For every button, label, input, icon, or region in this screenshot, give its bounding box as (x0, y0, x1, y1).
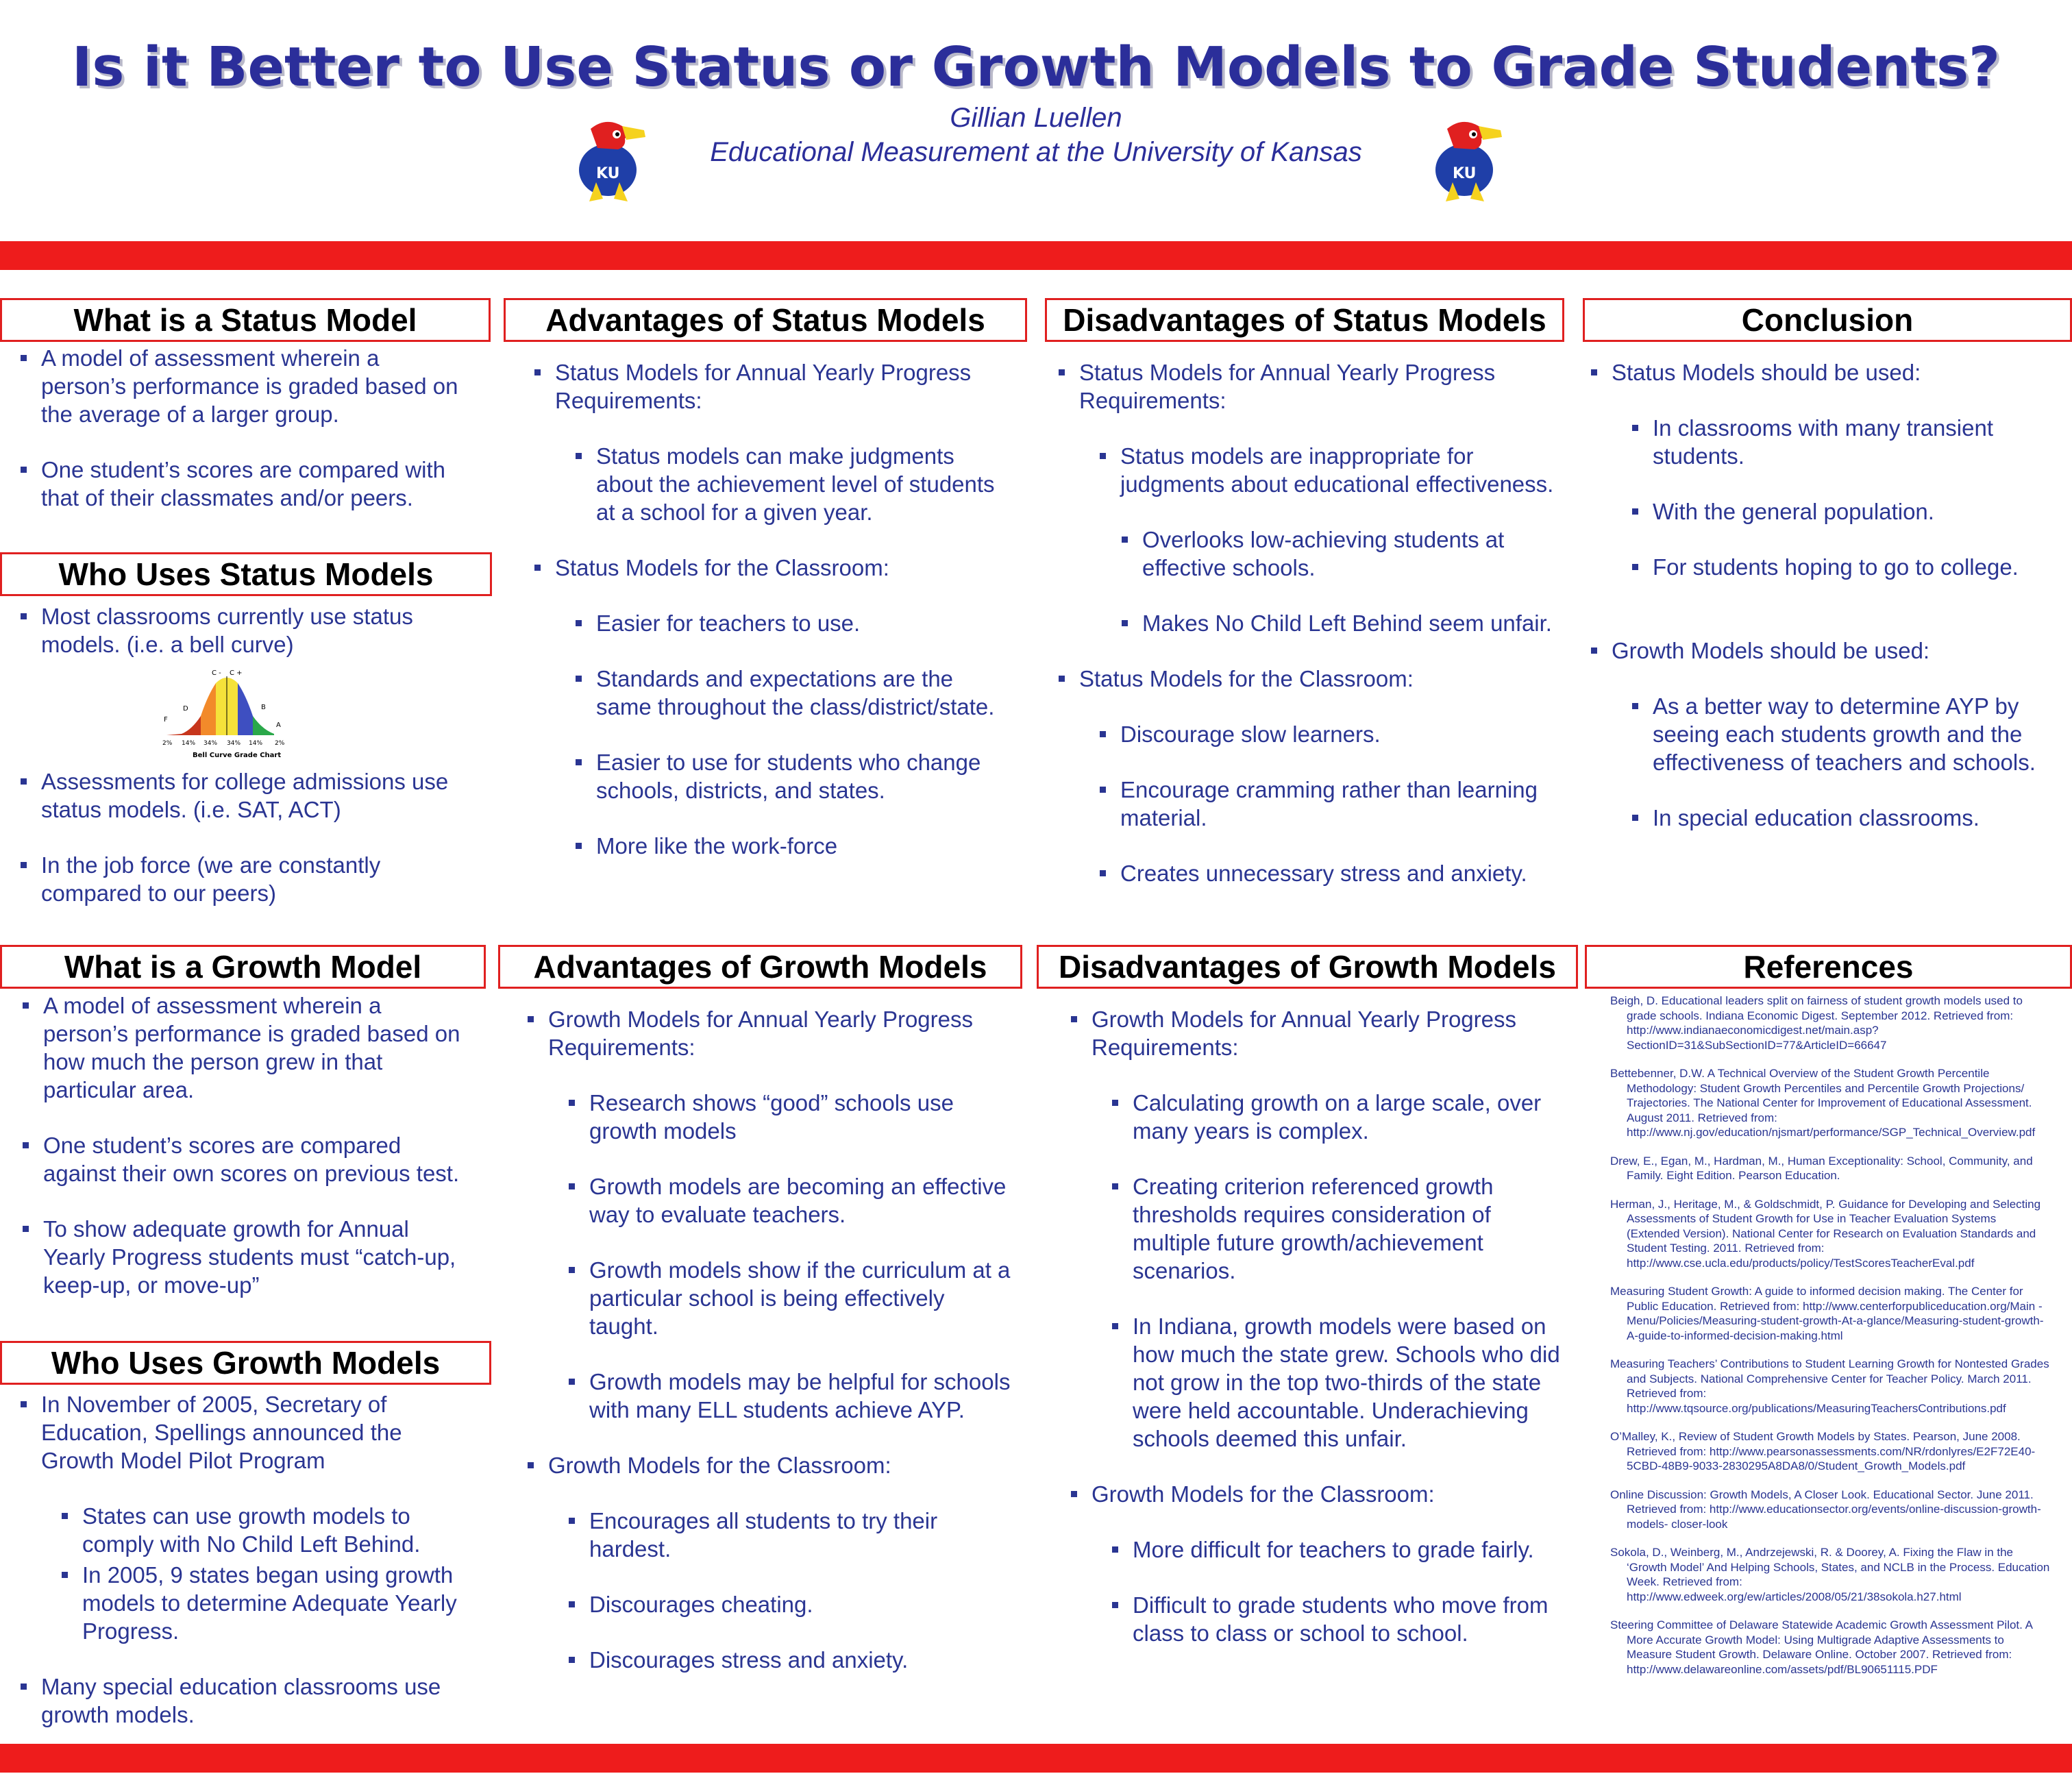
list-item: A model of assessment wherein a person’s performance is graded based on how much the person grew in that particular area. (23, 991, 468, 1104)
heading-advantages-growth: Advantages of Growth Models (498, 945, 1022, 989)
list-item: With the general population. (1591, 497, 2064, 526)
poster-title: Is it Better to Use Status or Growth Models to Grade Students? (71, 36, 2001, 99)
advantages-growth-list (528, 1005, 1014, 1701)
growth-model-list (23, 991, 468, 1327)
status-model-list (21, 344, 466, 539)
list-item: Calculating growth on a large scale, over many years is complex. (1071, 1089, 1564, 1145)
grade-label: B (261, 704, 266, 711)
heading-who-uses-growth: Who Uses Growth Models (0, 1341, 491, 1385)
list-item: Growth Models for Annual Yearly Progress Requirements: (528, 1005, 1014, 1061)
reference-item: Measuring Teachers’ Contributions to Student Learning Growth for Nontested Grades and Subjects. National Comprehensive Center for Teacher Policy. March 2011. Retrieved from: http://www.tqsource.org/publications/MeasuringTeachersContributions.pdf (1610, 1357, 2049, 1415)
heading-disadvantages-status: Disadvantages of Status Models (1045, 298, 1564, 342)
list-item: Growth Models should be used: (1591, 637, 2064, 665)
list-item: Status Models for Annual Yearly Progress Requirements: (534, 358, 1014, 415)
list-item: Encourage cramming rather than learning material. (1059, 776, 1559, 832)
list-item: Status models can make judgments about the achievement level of students at a school for a given year. (534, 442, 1014, 526)
reference-item: Online Discussion: Growth Models, A Closer Look. Educational Sector. June 2011. Retrieved from: http://www.educationsector.org/events/online-discussion-growth-models- closer-look (1610, 1488, 2041, 1531)
list-item: One student’s scores are compared against their own scores on previous test. (23, 1131, 468, 1187)
list-item: Growth Models for the Classroom: (528, 1451, 1014, 1479)
list-item: Overlooks low-achieving students at effective schools. (1059, 526, 1559, 582)
list-item: Status Models for the Classroom: (534, 554, 1014, 582)
list-item: Growth Models for Annual Yearly Progress Requirements: (1071, 1005, 1564, 1061)
percent-label: 34% (227, 740, 241, 747)
reference-item: Steering Committee of Delaware Statewide Academic Growth Assessment Pilot. A More Accurate Growth Model: Using Multigrade Adaptive Assessments to Measure Student Growth. Delaware Online. October 2007. Retrieved from: http://www.delawareonline.com/assets/pdf/BL90651115.PDF (1610, 1618, 2033, 1676)
ku-logo-text: KU (1453, 165, 1477, 182)
list-item: In November of 2005, Secretary of Education, Spellings announced the Growth Model Pilot Program (21, 1390, 466, 1475)
list-item: Most classrooms currently use status models. (i.e. a bell curve) (21, 602, 466, 658)
list-item: Status Models should be used: (1591, 358, 2064, 386)
list-item: A model of assessment wherein a person’s performance is graded based on the average of a larger group. (21, 344, 466, 428)
heading-who-uses-status: Who Uses Status Models (0, 552, 492, 596)
list-item: Discourages stress and anxiety. (528, 1646, 1014, 1674)
list-item: Growth Models for the Classroom: (1071, 1480, 1564, 1508)
reference-item: Drew, E., Egan, M., Hardman, M., Human Exceptionality: School, Community, and Family. Eight Edition. Pearson Education. (1610, 1154, 2033, 1182)
heading-conclusion: Conclusion (1583, 298, 2072, 342)
affiliation: Educational Measurement at the University of Kansas (710, 137, 1362, 167)
list-item: Assessments for college admissions use status models. (i.e. SAT, ACT) (21, 767, 466, 824)
list-item: Growth models may be helpful for schools with many ELL students achieve AYP. (528, 1368, 1014, 1424)
list-item: Easier for teachers to use. (534, 609, 1014, 637)
top-red-bar (0, 241, 2072, 270)
bell-curve-caption: Bell Curve Grade Chart (193, 752, 282, 759)
percent-label: 2% (275, 740, 285, 747)
list-item: In special education classrooms. (1591, 804, 2064, 832)
heading-disadvantages-growth: Disadvantages of Growth Models (1037, 945, 1578, 989)
list-item: One student’s scores are compared with that of their classmates and/or peers. (21, 456, 466, 512)
heading-growth-model: What is a Growth Model (0, 945, 486, 989)
references-list (1610, 994, 2050, 1690)
list-item: In Indiana, growth models were based on how much the state grew. Schools who did not grow in the top two-thirds of the state were held accountable. Underachieving schools deemed this unfair. (1071, 1312, 1564, 1453)
list-item: As a better way to determine AYP by seeing each students growth and the effectiveness of teachers and schools. (1591, 692, 2064, 776)
reference-item: Herman, J., Heritage, M., & Goldschmidt, P. Guidance for Developing and Selecting Assessments of Student Growth for Use in Teacher Evaluation Systems (Extended Version). National Center for Research on Evaluation Standards and Student Testing. 2011. Retrieved from: http://www.cse.ucla.edu/products/policy/TestScoresTeacherEval.pdf (1610, 1197, 2041, 1270)
bell-curve-chart (161, 668, 295, 764)
grade-label: F (164, 716, 168, 724)
grade-label: D (183, 705, 188, 713)
list-item: Makes No Child Left Behind seem unfair. (1059, 609, 1559, 637)
list-item: States can use growth models to comply with No Child Left Behind. (21, 1502, 466, 1558)
grade-label: C + (230, 669, 243, 677)
list-item: Creates unnecessary stress and anxiety. (1059, 859, 1559, 887)
list-item: Status models are inappropriate for judgments about educational effectiveness. (1059, 442, 1559, 498)
who-growth-list (21, 1390, 466, 1756)
list-item: For students hoping to go to college. (1591, 553, 2064, 581)
list-item: Growth models show if the curriculum at a particular school is being effectively taught. (528, 1256, 1014, 1340)
list-item: More difficult for teachers to grade fairly. (1071, 1536, 1564, 1564)
list-item: Research shows “good” schools use growth models (528, 1089, 1014, 1145)
list-item: Status Models for the Classroom: (1059, 665, 1559, 693)
ku-logo-text: KU (596, 165, 620, 182)
disadvantages-growth-list (1071, 1005, 1564, 1675)
jayhawk-logo-left (563, 116, 659, 206)
list-item: Growth models are becoming an effective way to evaluate teachers. (528, 1172, 1014, 1229)
reference-item: Sokola, D., Weinberg, M., Andrzejewski, R. & Doorey, A. Fixing the Flaw in the ‘Growth Model’ And Helping Schools, States, and NCLB in the Process. Education Week. Retrieved from: http://www.edweek.org/ew/articles/2008/05/21/38sokola.h27.html (1610, 1546, 2050, 1603)
reference-item: O’Malley, K., Review of Student Growth Models by States. Pearson, June 2008. Retrieved from: http://www.pearsonassessments.com/NR/rdonlyres/E2F72E40-5CBD-48B9-9033-2830295A8DA8/0/Student_Growth_Models.pdf (1610, 1430, 2036, 1472)
percent-label: 14% (182, 740, 196, 747)
heading-advantages-status: Advantages of Status Models (504, 298, 1027, 342)
list-item: Difficult to grade students who move from class to class or school to school. (1071, 1591, 1564, 1647)
grade-label: A (276, 722, 281, 729)
list-item: In 2005, 9 states began using growth models to determine Adequate Yearly Progress. (21, 1561, 466, 1645)
list-item: Many special education classrooms use growth models. (21, 1673, 466, 1729)
disadvantages-status-list (1059, 358, 1559, 915)
percent-label: 34% (204, 740, 218, 747)
reference-item: Beigh, D. Educational leaders split on fairness of student growth models used to grade schools. Indiana Economic Digest. September 2012. Retrieved from: http://www.indianaeconomicdigest.net/main.asp?SectionID=31&SubSectionID=77&ArticleID=66647 (1610, 994, 2023, 1052)
grade-label: C - (212, 669, 221, 677)
percent-label: 2% (162, 740, 173, 747)
list-item: In classrooms with many transient students. (1591, 414, 2064, 470)
list-item: Creating criterion referenced growth thresholds requires consideration of multiple future growth/achievement scenarios. (1071, 1172, 1564, 1285)
who-status-list-b (21, 767, 466, 935)
list-item: Discourage slow learners. (1059, 720, 1559, 748)
list-item: Standards and expectations are the same throughout the class/district/state. (534, 665, 1014, 721)
jayhawk-logo-right (1420, 116, 1516, 206)
heading-references: References (1585, 945, 2072, 989)
heading-status-model: What is a Status Model (0, 298, 491, 342)
conclusion-list (1591, 358, 2064, 859)
list-item: Encourages all students to try their hardest. (528, 1507, 1014, 1563)
list-item: Discourages cheating. (528, 1590, 1014, 1618)
advantages-status-list (534, 358, 1014, 887)
list-item: More like the work-force (534, 832, 1014, 860)
list-item: In the job force (we are constantly compared to our peers) (21, 851, 466, 907)
author-name: Gillian Luellen (950, 103, 1122, 133)
list-item: Status Models for Annual Yearly Progress Requirements: (1059, 358, 1559, 415)
reference-item: Measuring Student Growth: A guide to informed decision making. The Center for Public Education. Retrieved from: http://www.centerforpubliceducation.org/Main - Menu/Policies/Measuring-student-growth-At-a-glance/Measuring-student-growth-A-guide-to-informed-decision-making.html (1610, 1285, 2044, 1342)
reference-item: Bettebenner, D.W. A Technical Overview of the Student Growth Percentile Methodology: Student Growth Percentiles and Percentile Growth Projections/ Trajectories. The National Center for Improvement of Educational Assessment. August 2011. Retrieved from: http://www.nj.gov/education/njsmart/performance/SGP_Technical_Overview.pdf (1610, 1067, 2036, 1139)
list-item: To show adequate growth for Annual Yearly Progress students must “catch-up, keep-up, or move-up” (23, 1215, 468, 1299)
list-item: Easier to use for students who change schools, districts, and states. (534, 748, 1014, 804)
percent-label: 14% (249, 740, 263, 747)
